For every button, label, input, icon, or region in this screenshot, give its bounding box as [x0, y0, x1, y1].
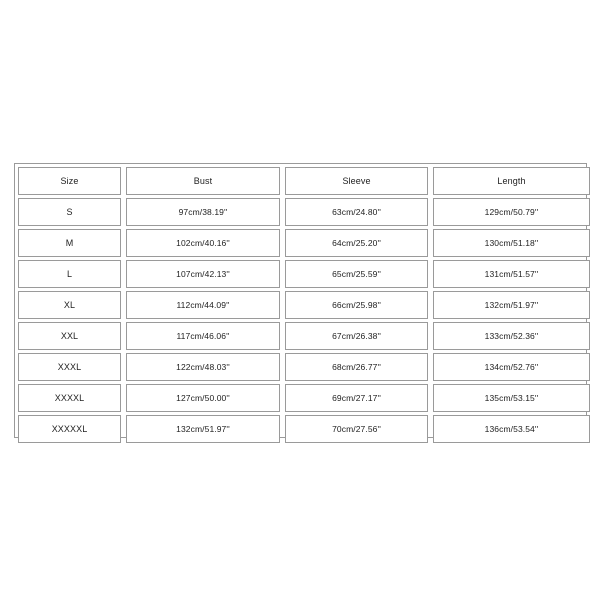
bust-cell: 117cm/46.06'' — [126, 322, 280, 350]
bust-cell: 132cm/51.97'' — [126, 415, 280, 443]
size-cell: L — [18, 260, 121, 288]
sleeve-cell: 67cm/26.38'' — [285, 322, 428, 350]
length-cell: 131cm/51.57'' — [433, 260, 590, 288]
length-cell: 129cm/50.79'' — [433, 198, 590, 226]
size-cell: XXXL — [18, 353, 121, 381]
header-length: Length — [433, 167, 590, 195]
size-cell: XXXXL — [18, 384, 121, 412]
size-cell: M — [18, 229, 121, 257]
size-cell: XL — [18, 291, 121, 319]
header-sleeve: Sleeve — [285, 167, 428, 195]
bust-cell: 97cm/38.19'' — [126, 198, 280, 226]
length-cell: 130cm/51.18'' — [433, 229, 590, 257]
length-cell: 132cm/51.97'' — [433, 291, 590, 319]
sleeve-cell: 69cm/27.17'' — [285, 384, 428, 412]
sleeve-cell: 64cm/25.20'' — [285, 229, 428, 257]
bust-cell: 112cm/44.09'' — [126, 291, 280, 319]
size-cell: S — [18, 198, 121, 226]
bust-cell: 102cm/40.16'' — [126, 229, 280, 257]
bust-cell: 107cm/42.13'' — [126, 260, 280, 288]
header-bust: Bust — [126, 167, 280, 195]
size-cell: XXL — [18, 322, 121, 350]
sleeve-cell: 63cm/24.80'' — [285, 198, 428, 226]
length-cell: 133cm/52.36'' — [433, 322, 590, 350]
sleeve-cell: 68cm/26.77'' — [285, 353, 428, 381]
sleeve-cell: 70cm/27.56'' — [285, 415, 428, 443]
length-cell: 134cm/52.76'' — [433, 353, 590, 381]
length-cell: 136cm/53.54'' — [433, 415, 590, 443]
length-cell: 135cm/53.15'' — [433, 384, 590, 412]
header-size: Size — [18, 167, 121, 195]
sleeve-cell: 66cm/25.98'' — [285, 291, 428, 319]
size-chart-table — [14, 163, 587, 438]
bust-cell: 127cm/50.00'' — [126, 384, 280, 412]
size-cell: XXXXXL — [18, 415, 121, 443]
sleeve-cell: 65cm/25.59'' — [285, 260, 428, 288]
bust-cell: 122cm/48.03'' — [126, 353, 280, 381]
